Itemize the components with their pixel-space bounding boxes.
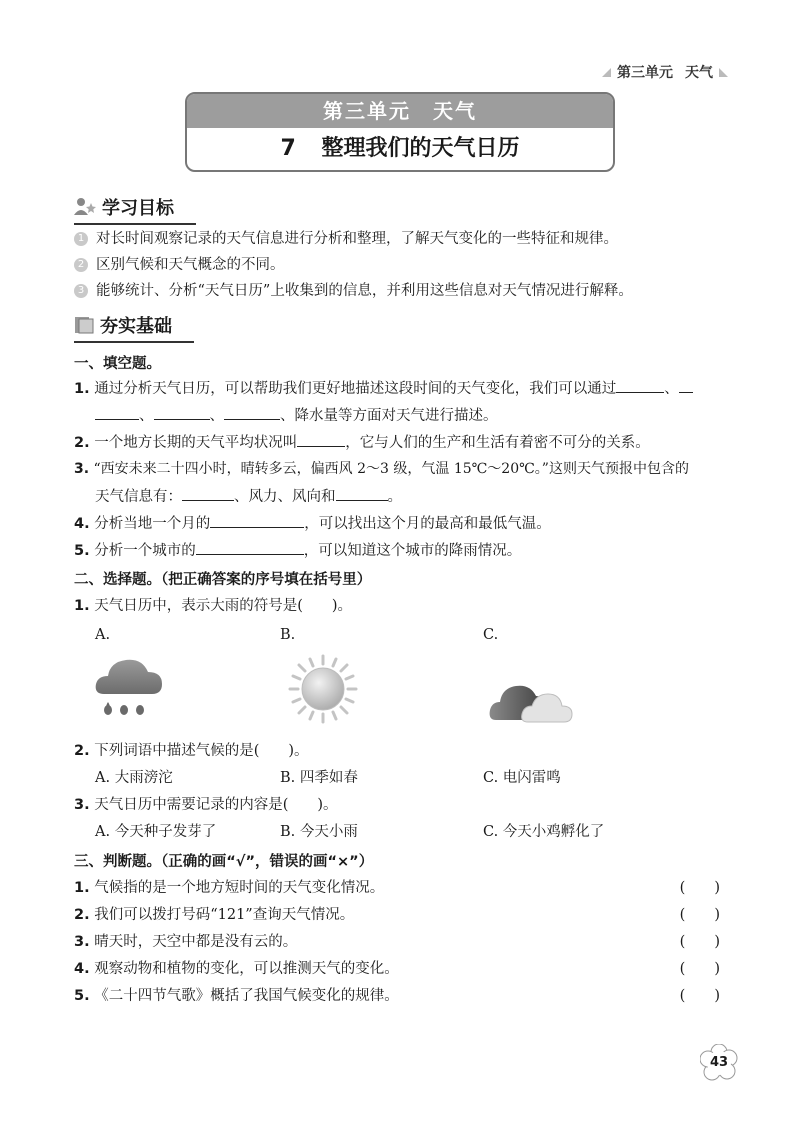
answer-blank[interactable] (336, 486, 388, 501)
unit-title: 第三单元 天气 (187, 94, 613, 128)
option-c[interactable]: C. 今天小鸡孵化了 (483, 824, 605, 840)
answer-blank[interactable] (95, 405, 139, 420)
goal-number: 2 (74, 258, 88, 272)
option-c[interactable]: C. (483, 627, 499, 643)
answer-parentheses[interactable]: ( ) (679, 988, 720, 1004)
basics-heading-text (100, 312, 172, 338)
option-b[interactable]: B. 今天小雨 (280, 824, 358, 840)
separator: 、 (664, 381, 679, 397)
question-text: 天气日历中，表示大雨的符号是( )。 (94, 598, 353, 614)
answer-blank[interactable] (224, 405, 280, 420)
basics-heading (74, 312, 172, 338)
answer-parentheses[interactable]: ( ) (679, 961, 720, 977)
question-number: 4. (74, 516, 90, 532)
question-text: 晴天时，天空中都是没有云的。 (94, 934, 298, 950)
answer-blank[interactable] (210, 513, 304, 528)
goals-heading-text (102, 194, 174, 220)
fill-question-4 (74, 513, 551, 534)
lesson-title (187, 128, 613, 170)
goal-item (74, 229, 618, 249)
question-text: 。 (387, 489, 402, 505)
heavy-rain-icon (92, 652, 168, 722)
running-header (602, 62, 728, 82)
question-text: 下列词语中描述气候的是( )。 (94, 743, 309, 759)
header-unit: 第三单元 (617, 65, 673, 81)
fill-question-2 (74, 432, 650, 453)
option-c[interactable]: C. 电闪雷鸣 (483, 770, 561, 786)
page-number-badge (700, 1044, 738, 1082)
option-a[interactable]: A. 大雨滂沱 (95, 770, 173, 786)
answer-parentheses[interactable]: ( ) (679, 934, 720, 950)
answer-blank[interactable] (297, 432, 345, 447)
lesson-title-text: 整理我们的天气日历 (321, 136, 520, 161)
judge-item (74, 878, 800, 898)
part1-title: 一、填空题。 (74, 356, 161, 372)
goal-number: 1 (74, 232, 88, 246)
answer-blank[interactable] (616, 378, 664, 393)
cloudy-icon (488, 670, 576, 726)
lesson-title-box (185, 92, 615, 172)
header-topic: 天气 (685, 65, 713, 81)
question-number: 5. (74, 988, 90, 1004)
question-text: ，可以找出这个月的最高和最低气温。 (304, 516, 551, 532)
option-a[interactable]: A. (95, 627, 111, 643)
page-number: 43 (709, 1055, 729, 1070)
goal-item (74, 281, 633, 301)
heading-underline (74, 341, 194, 343)
triangle-left-icon (602, 68, 611, 77)
question-number: 1. (74, 598, 90, 614)
option-b[interactable]: B. 四季如春 (280, 770, 358, 786)
part2-title: 二、选择题。（把正确答案的序号填在括号里） (74, 572, 372, 588)
question-number: 1. (74, 381, 90, 397)
fill-question-1-cont (95, 405, 498, 426)
goals-heading-label: 学习目标 (102, 198, 174, 219)
judge-item (74, 932, 800, 952)
separator: 、 (209, 408, 224, 424)
choice-question-3 (74, 795, 338, 815)
goal-number: 3 (74, 284, 88, 298)
triangle-right-icon (719, 68, 728, 77)
question-text: 天气日历中需要记录的内容是( )。 (94, 797, 338, 813)
question-text: 、风力、风向和 (234, 489, 336, 505)
question-number: 2. (74, 743, 90, 759)
choice-question-1 (74, 596, 352, 616)
judge-item (74, 959, 800, 979)
person-star-icon (74, 197, 96, 217)
option-b[interactable]: B. (280, 627, 296, 643)
question-text: ，可以知道这个城市的降雨情况。 (303, 543, 522, 559)
question-number: 3. (74, 461, 90, 477)
heading-underline (74, 223, 196, 225)
question-text: 降水量等方面对天气进行描述。 (294, 408, 498, 424)
answer-parentheses[interactable]: ( ) (679, 880, 720, 896)
part3-title: 三、判断题。（正确的画“√”，错误的画“×”） (74, 854, 374, 870)
answer-blank[interactable] (154, 405, 210, 420)
basics-heading-label: 夯实基础 (100, 316, 172, 337)
question-text: 通过分析天气日历，可以帮助我们更好地描述这段时间的天气变化，我们可以通过 (94, 381, 617, 397)
answer-blank[interactable] (679, 378, 693, 393)
question-text: “西安未来二十四小时，晴转多云，偏西风 2～3 级，气温 15℃～20℃。”这则天气预报中包含的 (93, 461, 689, 477)
question-text: 分析一个城市的 (94, 543, 196, 559)
question-number: 2. (74, 907, 90, 923)
question-text: 观察动物和植物的变化，可以推测天气的变化。 (94, 961, 399, 977)
fill-question-3 (74, 459, 689, 479)
answer-blank[interactable] (196, 540, 304, 555)
question-text: 气候指的是一个地方短时间的天气变化情况。 (94, 880, 385, 896)
goals-heading (74, 194, 174, 220)
choice-question-2 (74, 741, 309, 761)
judge-item (74, 986, 800, 1006)
question-text: 分析当地一个月的 (94, 516, 211, 532)
question-number: 2. (74, 435, 90, 451)
goal-text: 对长时间观察记录的天气信息进行分析和整理，了解天气变化的一些特征和规律。 (96, 231, 618, 247)
question-text: 一个地方长期的天气平均状况叫 (94, 435, 298, 451)
question-text: 我们可以拨打号码“121”查询天气情况。 (94, 907, 355, 923)
question-number: 3. (74, 797, 90, 813)
book-icon (74, 315, 94, 335)
sunny-icon (288, 654, 358, 724)
separator: 、 (280, 408, 295, 424)
fill-question-1 (74, 378, 693, 399)
option-a[interactable]: A. 今天种子发芽了 (95, 824, 217, 840)
question-text: 《二十四节气歌》概括了我国气候变化的规律。 (94, 988, 399, 1004)
separator: 、 (139, 408, 154, 424)
question-text: 天气信息有： (95, 489, 182, 505)
answer-blank[interactable] (182, 486, 234, 501)
judge-item (74, 905, 800, 925)
question-number: 1. (74, 880, 90, 896)
goal-text: 能够统计、分析“天气日历”上收集到的信息，并利用这些信息对天气情况进行解释。 (96, 283, 633, 299)
question-number: 4. (74, 961, 90, 977)
goal-item (74, 255, 285, 275)
goal-text: 区别气候和天气概念的不同。 (96, 257, 285, 273)
question-number: 5. (74, 543, 90, 559)
fill-question-5 (74, 540, 521, 561)
question-number: 3. (74, 934, 90, 950)
fill-question-3-cont (95, 486, 402, 507)
answer-parentheses[interactable]: ( ) (679, 907, 720, 923)
question-text: ，它与人们的生产和生活有着密不可分的关系。 (345, 435, 650, 451)
lesson-number: 7 (280, 136, 296, 161)
